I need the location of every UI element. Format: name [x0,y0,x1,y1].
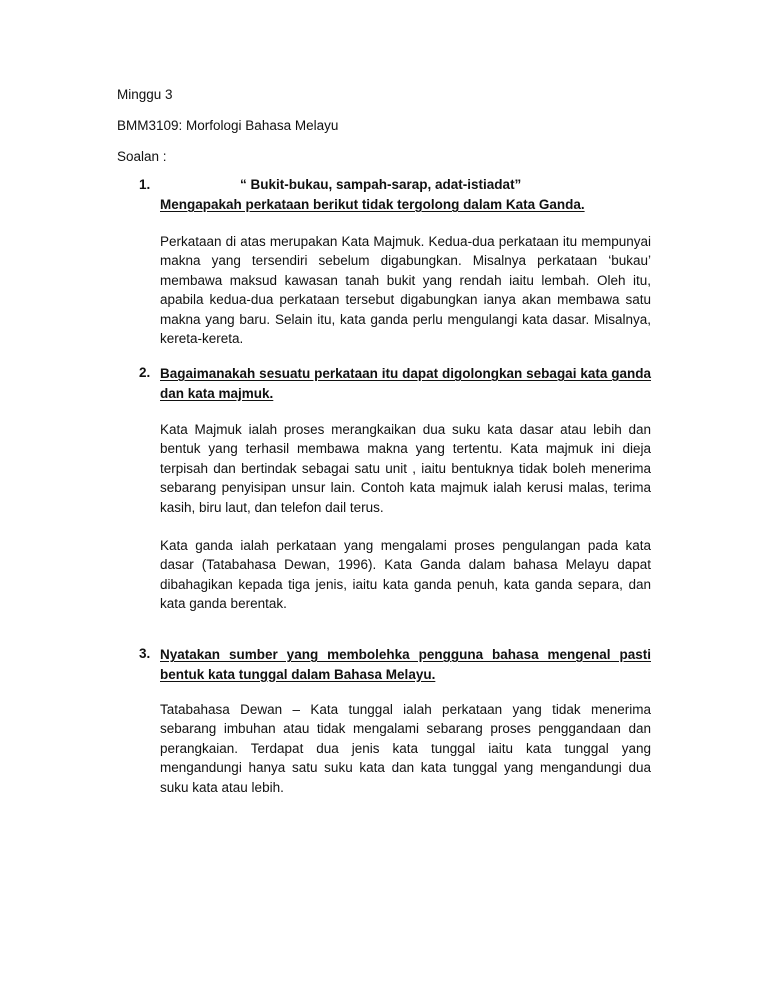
question-number: 3. [139,646,151,661]
answer-paragraph: Perkataan di atas merupakan Kata Majmuk. Kedua-dua perkataan itu mempunyai makna yang tersendiri sebelum digabungkan. Misalnya perkataan ‘bukau’ membawa maksud kawasan tanah bukit yang rendah iaitu lembah. Oleh itu, apabila kedua-dua perkataan tersebut digabungkan ianya akan membawa satu makna yang baru. Selain itu, kata ganda perlu mengulangi kata dasar. Misalnya, kereta-kereta. [160,234,651,347]
question-quote: “ Bukit-bukau, sampah-sarap, adat-istiadat” [240,177,522,192]
question-text [160,195,651,215]
question-number: 1. [139,177,151,192]
question-number: 2. [139,365,151,380]
question-text-content: Bagaimanakah sesuatu perkataan itu dapat digolongkan sebagai kata ganda dan kata majmuk. [160,366,651,401]
answer-paragraph: Tatabahasa Dewan – Kata tunggal ialah perkataan yang tidak menerima sebarang imbuhan atau tidak mengalami sebarang proses penggandaan dan perangkaian. Terdapat dua jenis kata tunggal iaitu kata tunggal yang mengandungi hanya satu suku kata dan kata tunggal yang mengandungi dua suku kata atau lebih. [160,702,651,795]
answer-paragraph: Kata ganda ialah perkataan yang mengalami proses pengulangan pada kata dasar (Tatabahasa Dewan, 1996). Kata Ganda dalam bahasa Melayu dapat dibahagikan kepada tiga jenis, iaitu kata ganda penuh, kata ganda separa, dan kata ganda berentak. [160,538,651,612]
question-text-content: Nyatakan sumber yang membolehka pengguna bahasa mengenal pasti bentuk kata tunggal dalam Bahasa Melayu. [160,647,651,682]
question-text [160,364,651,403]
course-title: BMM3109: Morfologi Bahasa Melayu [117,118,339,133]
question-text [160,645,651,684]
question-text-content: Mengapakah perkataan berikut tidak tergolong dalam Kata Ganda. [160,197,585,212]
week-label: Minggu 3 [117,87,173,102]
section-label: Soalan : [117,149,167,164]
answer-paragraph: Kata Majmuk ialah proses merangkaikan dua suku kata dasar atau lebih dan bentuk yang terhasil membawa makna yang tertentu. Kata majmuk ini dieja terpisah dan bertindak sebagai satu unit , iaitu bentuknya tidak boleh menerima sebarang penyisipan unsur lain. Contoh kata majmuk ialah kerusi malas, terima kasih, biru laut, dan telefon dail terus. [160,422,651,515]
